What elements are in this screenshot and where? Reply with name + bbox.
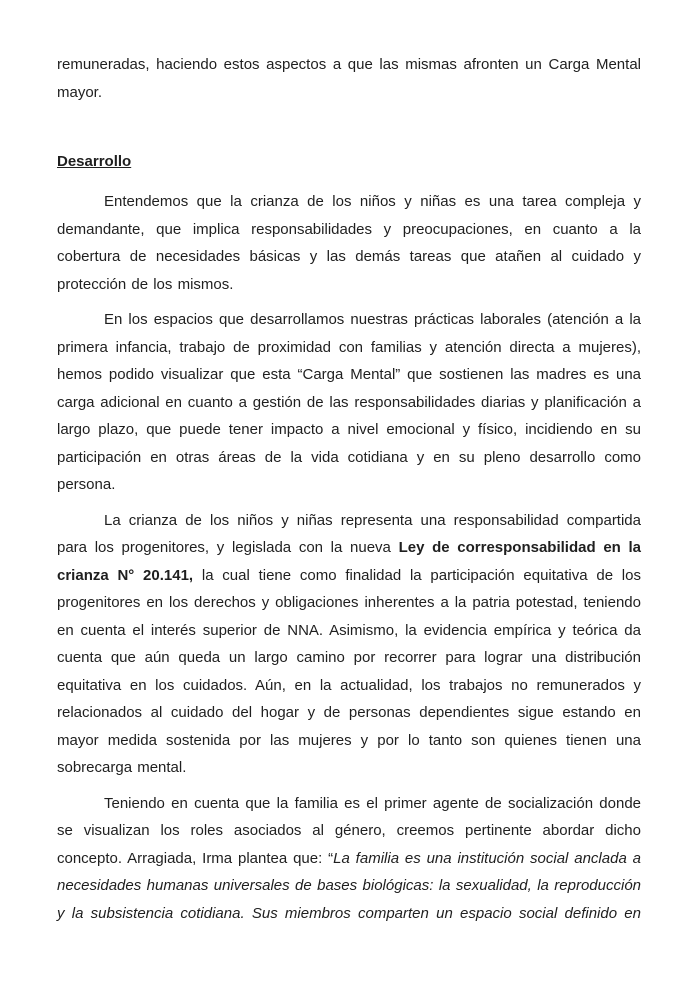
text-run: Desarrollo — [57, 153, 132, 170]
text-run: remuneradas, haciendo estos aspectos a que las mismas afronten un Carga Mental mayor. — [57, 56, 641, 101]
paragraph — [57, 790, 641, 928]
text-run: Entendemos que la crianza de los niños y niñas es una tarea compleja y demandante, que implica responsabilidades y preocupaciones, en cuanto a la cobertura de necesidades básicas y las demás tareas que atañen al cuidado y protección de los mismos. — [57, 193, 641, 293]
paragraph — [57, 51, 641, 106]
text-run: la cual tiene como finalidad la participación equitativa de los progenitores en los derechos y obligaciones inherentes a la patria potestad, teniendo en cuenta el interés superior de NNA. Asimismo, la evidencia empírica y teórica da cuenta que aún queda un largo camino por recorrer para lograr una distribución equitativa en los cuidados. Aún, en la actualidad, los trabajos no remunerados y relacionados al cuidado del hogar y de personas dependientes sigue estando en mayor medida sostenida por las mujeres y por lo tanto son quienes tienen una sobrecarga mental. — [57, 566, 641, 776]
paragraph — [57, 188, 641, 298]
text-run: La familia es una institución social anclada a necesidades humanas universales de bases biológicas: la sexualidad, la reproducción y la subsistencia cotidiana. Sus miembros comparten un espacio social definido en — [57, 849, 641, 922]
paragraph — [57, 507, 641, 782]
text-run: La crianza de los niños y niñas representa una responsabilidad compartida para los progenitores, y legislada con la nueva — [57, 511, 641, 556]
section-heading — [57, 148, 641, 176]
paragraph — [57, 306, 641, 499]
text-run: Ley de corresponsabilidad en la crianza N° 20.141, — [57, 539, 642, 584]
text-run: Teniendo en cuenta que la familia es el primer agente de socialización donde se visualizan los roles asociados al género, creemos pertinente abordar dicho concepto. Arragiada, Irma plantea que: “ — [57, 794, 641, 867]
text-run: En los espacios que desarrollamos nuestras prácticas laborales (atención a la primera infancia, trabajo de proximidad con familias y atención directa a mujeres), hemos podido visualizar que esta “Carga Mental” que sostienen las madres es una carga adicional en cuanto a gestión de las responsabilidades diarias y planificación a largo plazo, que puede tener impacto a nivel emocional y físico, incidiendo en su participación en otras áreas de la vida cotidiana y en su pleno desarrollo como persona. — [57, 311, 641, 493]
document-body — [57, 51, 641, 927]
